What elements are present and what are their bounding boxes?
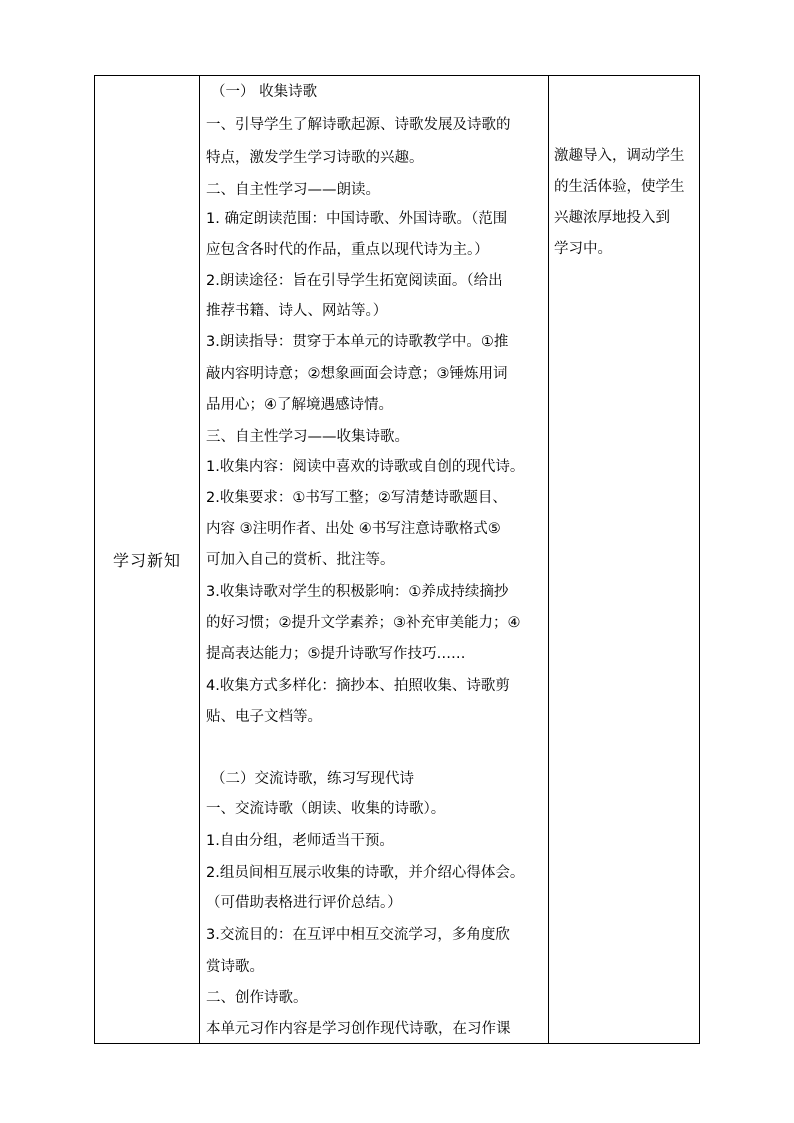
content-line: 1. 确定朗读范围：中国诗歌、外国诗歌。（范围 <box>206 211 508 227</box>
content-line: 赏诗歌。 <box>206 959 264 975</box>
content-line: 2.收集要求：①书写工整；②写清楚诗歌题目、 <box>206 490 507 506</box>
content-line: 应包含各时代的作品，重点以现代诗为主。） <box>206 242 489 258</box>
content-line: 可加入自己的赏析、批注等。 <box>206 552 395 568</box>
content-line: 4.收集方式多样化：摘抄本、拍照收集、诗歌剪 <box>206 678 510 694</box>
content-line: （可借助表格进行评价总结。） <box>206 895 402 911</box>
content-line: 2.组员间相互展示收集的诗歌，并介绍心得体会。 <box>206 865 525 881</box>
content-line: 一、引导学生了解诗歌起源、诗歌发展及诗歌的 <box>206 117 511 133</box>
section-label-cell <box>95 76 199 1043</box>
content-line: 三、自主性学习——收集诗歌。 <box>206 429 409 445</box>
content-line: 一、交流诗歌（朗读、收集的诗歌）。 <box>206 801 446 817</box>
content-line: （二）交流诗歌，练习写现代诗 <box>211 771 414 787</box>
content-line: 品用心；④了解境遇感诗情。 <box>206 397 393 413</box>
content-line: 二、创作诗歌。 <box>206 990 308 1006</box>
lesson-plan-table <box>94 75 700 1044</box>
content-line: 3.朗读指导：贯穿于本单元的诗歌教学中。①推 <box>206 334 509 350</box>
note-line: 激趣导入，调动学生 <box>554 148 685 164</box>
content-line: 敲内容明诗意；②想象画面会诗意；③锤炼用词 <box>206 366 508 382</box>
teaching-content-cell <box>199 76 548 1043</box>
content-line: 贴、电子文档等。 <box>206 709 322 725</box>
content-line: 特点，激发学生学习诗歌的兴趣。 <box>206 150 424 166</box>
content-line: 2.朗读途径：旨在引导学生拓宽阅读面。（给出 <box>206 273 503 289</box>
content-line: 二、自主性学习——朗读。 <box>206 182 380 198</box>
content-line: 本单元习作内容是学习创作现代诗歌，在习作课 <box>206 1021 511 1037</box>
content-line: 3.交流目的：在互评中相互交流学习，多角度欣 <box>206 927 510 943</box>
content-line: 3.收集诗歌对学生的积极影响：①养成持续摘抄 <box>206 584 509 600</box>
content-line: 提高表达能力；⑤提升诗歌写作技巧…… <box>206 646 466 662</box>
section-label: 学习新知 <box>112 551 181 570</box>
note-line: 兴趣浓厚地投入到 <box>554 210 670 226</box>
content-line: 1.收集内容：阅读中喜欢的诗歌或自创的现代诗。 <box>206 459 525 475</box>
content-line: 的好习惯；②提升文学素养；③补充审美能力；④ <box>206 615 521 631</box>
content-line: 推荐书籍、诗人、网站等。） <box>206 303 388 319</box>
content-line: 内容 ③注明作者、出处 ④书写注意诗歌格式⑤ <box>206 521 501 537</box>
content-line: 1.自由分组，老师适当干预。 <box>206 833 394 849</box>
note-line: 学习中。 <box>554 241 612 257</box>
content-line: （一） 收集诗歌 <box>211 84 318 100</box>
design-intent-cell <box>548 76 699 1043</box>
note-line: 的生活体验，使学生 <box>554 179 685 195</box>
